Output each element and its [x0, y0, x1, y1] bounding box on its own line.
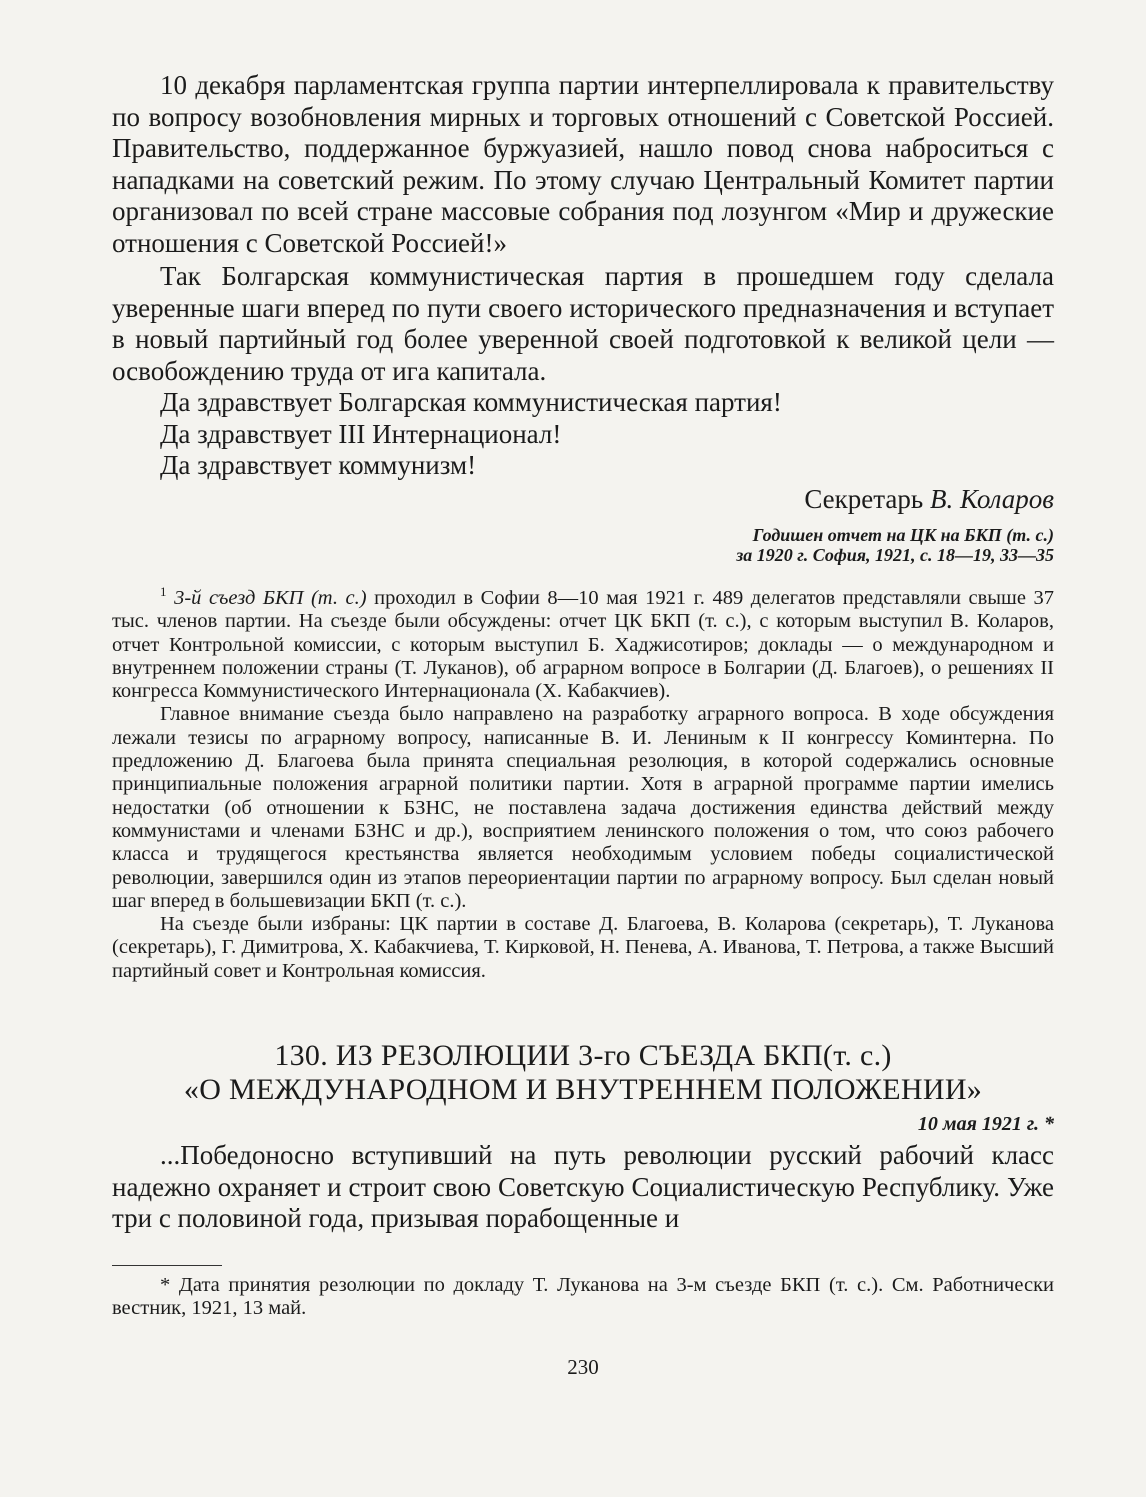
page — [112, 70, 1054, 1379]
note-text-1: проходил в Софии 8—10 мая 1921 г. 489 делегатов представляли свыше 37 тыс. членов партии. На съезде были обсуждены: отчет ЦК БКП (т. с.), с которым выступил В. Коларов, отчет Контрольной комиссии, с которым выступил Б. Хаджисотиров; доклады — о международном и внутреннем положении страны (Т. Луканов), об аграрном вопросе в Болгарии (Д. Благоев), о решениях II конгресса Коммунистического Интернационала (Х. Кабакчиев). — [112, 587, 1054, 703]
paragraph-parliament: 10 декабря парламентская группа партии интерпеллировала к правительству по вопросу возобновления мирных и торговых отношений с Советской Россией. Правительство, поддержанное буржуазией, нашло повод снова наброситься с нападками на советский режим. По этому случаю Центральный Комитет партии организовал по всей стране массовые собрания под лозунгом «Мир и дружеские отношения с Советской Россией!» — [112, 70, 1054, 258]
signature-name: В. Коларов — [929, 483, 1054, 514]
footnote-divider — [112, 1265, 222, 1266]
paragraph-summary: Так Болгарская коммунистическая партия в прошедшем году сделала уверенные шаги вперед по пути своего исторического предназначения и вступает в новый партийный год более уверенной своей подготовкой к великой цели — освобождению труда от ига капитала. — [112, 261, 1054, 386]
note-paragraph-1 — [112, 584, 1054, 703]
heading-line-1: 130. ИЗ РЕЗОЛЮЦИИ 3-го СЪЕЗДА БКП(т. с.) — [274, 1039, 892, 1073]
note-paragraph-3: На съезде были избраны: ЦК партии в составе Д. Благоева, В. Коларова (секретарь), Т. Луканова (секретарь), Г. Димитрова, Х. Кабакчиева, Т. Кирковой, Н. Пенева, А. Иванова, Т. Петрова, а также Высший партийный совет и Контрольная комиссия. — [112, 913, 1054, 982]
source-citation — [112, 525, 1054, 565]
resolution-text: ...Победоносно вступивший на путь революции русский рабочий класс надежно охраняет и строит свою Советскую Социалистическую Республику. Уже три с половиной года, призывая порабощенные и — [112, 1140, 1054, 1234]
resolution-date: 10 мая 1921 г. * — [917, 1113, 1054, 1136]
cheer-international: Да здравствует III Интернационал! — [160, 418, 562, 449]
signature — [112, 484, 1054, 516]
document-heading — [112, 1039, 1054, 1107]
editorial-notes — [112, 584, 1054, 983]
source-line-1: Годишен отчет на ЦК на БКП (т. с.) — [752, 525, 1054, 545]
cheer-party: Да здравствует Болгарская коммунистическая партия! — [160, 387, 782, 417]
note-lead: 3-й съезд БКП (т. с.) — [174, 587, 367, 609]
cheer-communism: Да здравствует коммунизм! — [160, 450, 477, 480]
page-number: 230 — [567, 1355, 599, 1379]
note-paragraph-2: Главное внимание съезда было направлено на разработку аграрного вопроса. В ходе обсуждения лежали тезисы по аграрному вопросу, написанные В. И. Лениным к II конгрессу Коминтерна. По предложению Д. Благоева была принята специальная резолюция, в которой содержались основные принципиальные положения аграрной политики партии. Хотя в аграрной программе партии имелись недостатки (об отношении к БЗНС, не поставлена задача достижения единства действий между коммунистами и членами БЗНС и др.), восприятием ленинского положения о том, что союз рабочего класса и трудящегося крестьянства является необходимым условием победы социалистической революции, завершился один из этапов переориентации партии по аграрному вопросу. Был сделан новый шаг вперед в большевизации БКП (т. с.). — [112, 703, 1054, 912]
signature-role: Секретарь — [804, 483, 924, 514]
footnote: * Дата принятия резолюции по докладу Т. Луканова на 3-м съезде БКП (т. с.). См. Работнически вестник, 1921, 13 май. — [112, 1273, 1054, 1319]
note-marker: 1 — [160, 584, 167, 600]
source-line-2: за 1920 г. София, 1921, с. 18—19, 33—35 — [736, 545, 1054, 565]
heading-line-2: «О МЕЖДУНАРОДНОМ И ВНУТРЕННЕМ ПОЛОЖЕНИИ» — [183, 1073, 983, 1107]
